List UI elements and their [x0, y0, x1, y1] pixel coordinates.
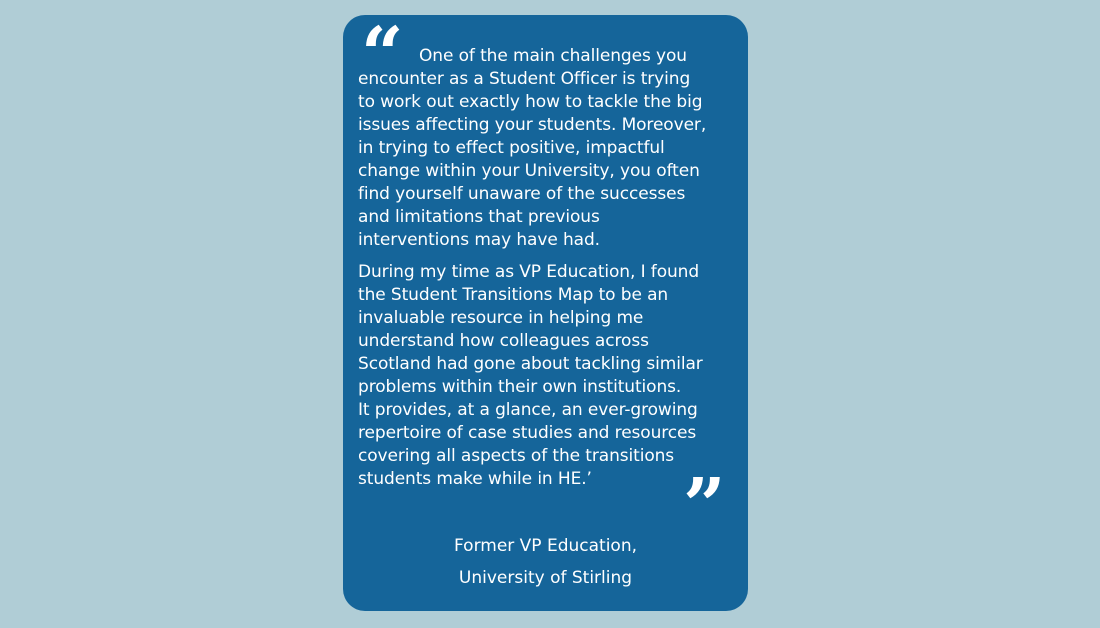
- testimonial-card: [343, 12, 748, 611]
- quote-line: repertoire of case studies and resources: [358, 423, 697, 443]
- quote-line: encounter as a Student Officer is trying: [358, 69, 691, 89]
- quote-line: students make while in HE.’: [358, 469, 592, 489]
- testimonial-quote: [358, 45, 740, 491]
- quote-line: problems within their own institutions.: [358, 377, 682, 397]
- quote-line: find yourself unaware of the successes: [358, 184, 686, 204]
- quote-line: Scotland had gone about tackling similar: [358, 354, 703, 374]
- quote-line: covering all aspects of the transitions: [358, 446, 675, 466]
- quote-line: in trying to effect positive, impactful: [358, 138, 665, 158]
- quote-line: to work out exactly how to tackle the big: [358, 92, 703, 112]
- quote-line: interventions may have had.: [358, 230, 600, 250]
- quote-paragraph-1: [358, 45, 740, 252]
- quote-line: One of the main challenges you: [419, 46, 687, 66]
- quote-line: invaluable resource in helping me: [358, 308, 644, 328]
- quote-paragraph-2: [358, 261, 740, 491]
- quote-line: It provides, at a glance, an ever-growing: [358, 400, 698, 420]
- quote-line: change within your University, you often: [358, 161, 700, 181]
- open-quote-icon: “: [361, 12, 404, 98]
- close-quote-icon: ”: [683, 463, 726, 549]
- quote-line: the Student Transitions Map to be an: [358, 285, 669, 305]
- quote-line: issues affecting your students. Moreover,: [358, 115, 707, 135]
- attribution-role: Former VP Education,: [454, 536, 637, 556]
- quote-line: During my time as VP Education, I found: [358, 262, 700, 282]
- attribution: [343, 530, 748, 594]
- quote-line: and limitations that previous: [358, 207, 600, 227]
- quote-line: understand how colleagues across: [358, 331, 649, 351]
- attribution-institution: University of Stirling: [458, 568, 633, 588]
